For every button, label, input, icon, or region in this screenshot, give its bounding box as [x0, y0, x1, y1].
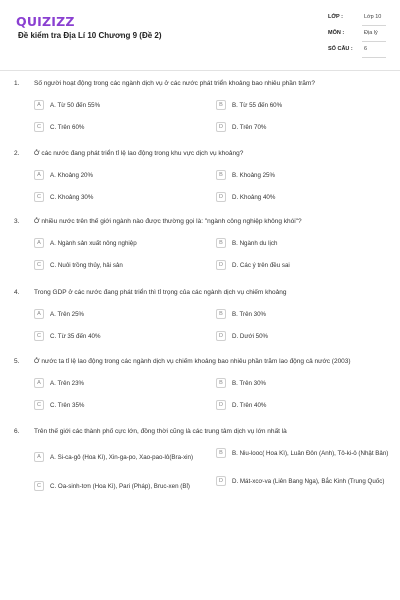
meta-label: SỐ CÂU : [328, 46, 353, 52]
option-text: D. Trên 70% [232, 124, 267, 131]
meta-value: Lớp 10 [364, 14, 382, 20]
question-text: Trong GDP ở các nước đang phát triển thì tỉ trọng của các ngành dịch vụ chiếm khoảng [34, 289, 287, 296]
option-text: C. Trên 35% [50, 402, 85, 409]
option-letter-box: D [216, 192, 226, 202]
option-letter-box: C [34, 481, 44, 491]
meta-label: MÔN : [328, 30, 345, 36]
option-letter-box: C [34, 122, 44, 132]
option-text: B. Trên 30% [232, 380, 267, 387]
option-text: A. Ngành sản xuất nông nghiệp [50, 240, 137, 247]
option-letter-box: C [34, 400, 44, 410]
option-text: D. Các ý trên đều sai [232, 262, 290, 269]
option-letter-box: B [216, 238, 226, 248]
option-text: A. Khoảng 20% [50, 172, 94, 179]
option-text: C. Từ 35 đến 40% [50, 333, 101, 340]
question-text: Trên thế giới các thành phố cực lớn, đồng thời cũng là các trung tâm dịch vụ lớn nhất là [34, 428, 287, 435]
option-letter-box: D [216, 476, 226, 486]
option-text: A. Trên 25% [50, 311, 85, 318]
meta-value: Địa lý [364, 30, 378, 36]
meta-value: 6 [364, 46, 368, 52]
option-letter-box: B [216, 448, 226, 458]
option-text: A. Si-ca-gô (Hoa Kì), Xin-ga-po, Xao-pao-lô(Bra-xin) [50, 454, 194, 461]
option-letter-box: C [34, 331, 44, 341]
option-letter-box: B [216, 309, 226, 319]
meta-row-class [328, 12, 386, 26]
question-number: 3. [14, 218, 20, 225]
option-text: C. Nuôi trồng thủy, hải sản [50, 262, 123, 269]
question-text: Ở nhiều nước trên thế giới ngành nào được thường gọi là: "ngành công nghiệp không khói"? [34, 218, 302, 225]
question-number: 2. [14, 150, 20, 157]
question-text: Số người hoạt động trong các ngành dịch vụ ở các nước phát triển khoảng bao nhiêu phần trăm? [34, 80, 315, 87]
option-text: D. Mát-xcơ-va (Liên Bang Nga), Bắc Kinh (Trung Quốc) [232, 478, 385, 485]
meta-row-subject [328, 28, 386, 42]
option-text: B. Từ 55 đến 60% [232, 102, 283, 109]
option-letter-box: A [34, 170, 44, 180]
option-letter-box: A [34, 452, 44, 462]
option-text: D. Dưới 50% [232, 333, 269, 340]
meta-row-count [328, 44, 386, 58]
option-letter-box: A [34, 238, 44, 248]
quizizz-logo: QUIZIZZ [16, 14, 75, 29]
option-text: B. Khoảng 25% [232, 172, 276, 179]
header [0, 0, 400, 71]
option-letter-box: D [216, 122, 226, 132]
option-letter-box: D [216, 400, 226, 410]
option-text: D. Trên 40% [232, 402, 267, 409]
option-letter-box: A [34, 100, 44, 110]
option-letter-box: A [34, 309, 44, 319]
option-text: B. Niu-looc( Hoa Kì), Luân Đôn (Anh), Tô-ki-ô (Nhật Bản) [232, 450, 389, 457]
question-number: 5. [14, 358, 20, 365]
option-text: C. Trên 60% [50, 124, 85, 131]
meta-underline [362, 25, 386, 26]
question-text: Ở các nước đang phát triển tỉ lệ lao động trong khu vực dịch vụ khoảng? [34, 150, 244, 157]
option-letter-box: B [216, 378, 226, 388]
option-letter-box: C [34, 260, 44, 270]
option-text: B. Ngành du lịch [232, 240, 278, 247]
option-text: C. Khoảng 30% [50, 194, 94, 201]
meta-underline [362, 41, 386, 42]
option-text: A. Trên 23% [50, 380, 85, 387]
option-letter-box: D [216, 331, 226, 341]
option-letter-box: B [216, 170, 226, 180]
option-letter-box: C [34, 192, 44, 202]
question-number: 6. [14, 428, 20, 435]
question-text: Ở nước ta tỉ lệ lao động trong các ngành dịch vụ chiếm khoảng bao nhiêu phần trăm lao động cả nước (2003) [34, 358, 351, 365]
option-letter-box: B [216, 100, 226, 110]
question-number: 4. [14, 289, 20, 296]
option-text: C. Oa-sinh-tơn (Hoa Kì), Pari (Pháp), Bruc-xen (Bỉ) [50, 483, 190, 490]
option-text: B. Trên 30% [232, 311, 267, 318]
option-letter-box: A [34, 378, 44, 388]
document-title: Đề kiểm tra Địa Lí 10 Chương 9 (Đề 2) [18, 31, 162, 40]
question-number: 1. [14, 80, 20, 87]
option-letter-box: D [216, 260, 226, 270]
meta-label: LỚP : [328, 14, 343, 20]
meta-underline [362, 57, 386, 58]
option-text: A. Từ 50 đến 55% [50, 102, 101, 109]
option-text: D. Khoảng 40% [232, 194, 276, 201]
